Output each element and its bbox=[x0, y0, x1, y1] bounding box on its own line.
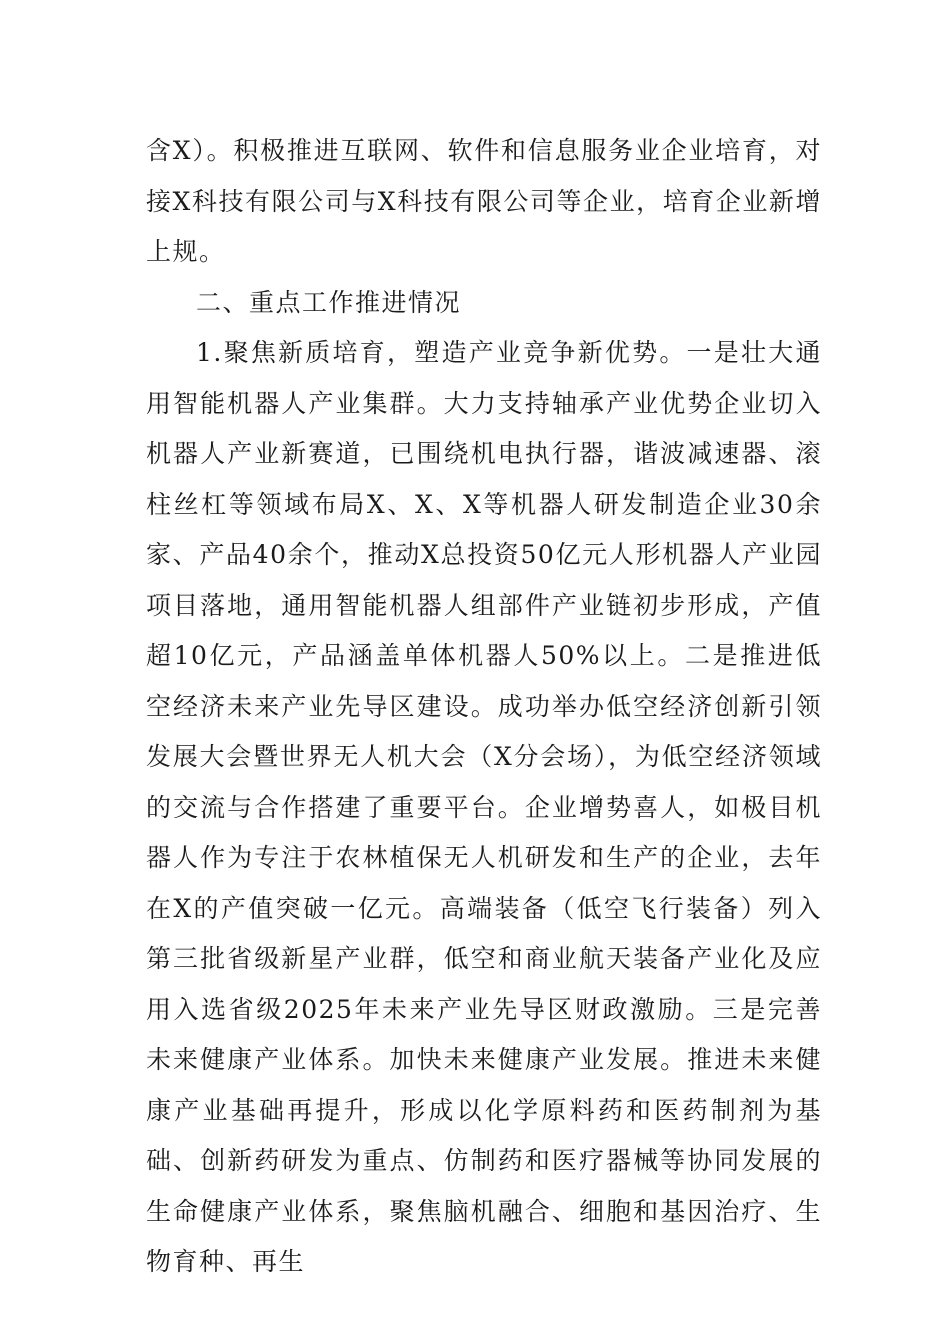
paragraph-body: 1.聚焦新质培育，塑造产业竞争新优势。一是壮大通用智能机器人产业集群。大力支持轴承产业优势企业切入机器人产业新赛道，已围绕机电执行器，谐波减速器、滚柱丝杠等领域布局X、X、X等机器人研发制造企业30余家、产品40余个，推动X总投资50亿元人形机器人产业园项目落地，通用智能机器人组部件产业链初步形成，产值超10亿元，产品涵盖单体机器人50%以上。二是推进低空经济未来产业先导区建设。成功举办低空经济创新引领发展大会暨世界无人机大会（X分会场），为低空经济领域的交流与合作搭建了重要平台。企业增势喜人，如极目机器人作为专注于农林植保无人机研发和生产的企业，去年在X的产值突破一亿元。高端装备（低空飞行装备）列入第三批省级新星产业群，低空和商业航天装备产业化及应用入选省级2025年未来产业先导区财政激励。三是完善未来健康产业体系。加快未来健康产业发展。推进未来健康产业基础再提升，形成以化学原料药和医药制剂为基础、创新药研发为重点、仿制药和医疗器械等协同发展的生命健康产业体系，聚焦脑机融合、细胞和基因治疗、生物育种、再生 bbox=[146, 338, 822, 1276]
document-body bbox=[146, 126, 822, 1288]
paragraph-continuation: 含X）。积极推进互联网、软件和信息服务业企业培育，对接X科技有限公司与X科技有限公司等企业，培育企业新增上规。 bbox=[146, 136, 822, 266]
section-heading: 二、重点工作推进情况 bbox=[196, 287, 462, 317]
